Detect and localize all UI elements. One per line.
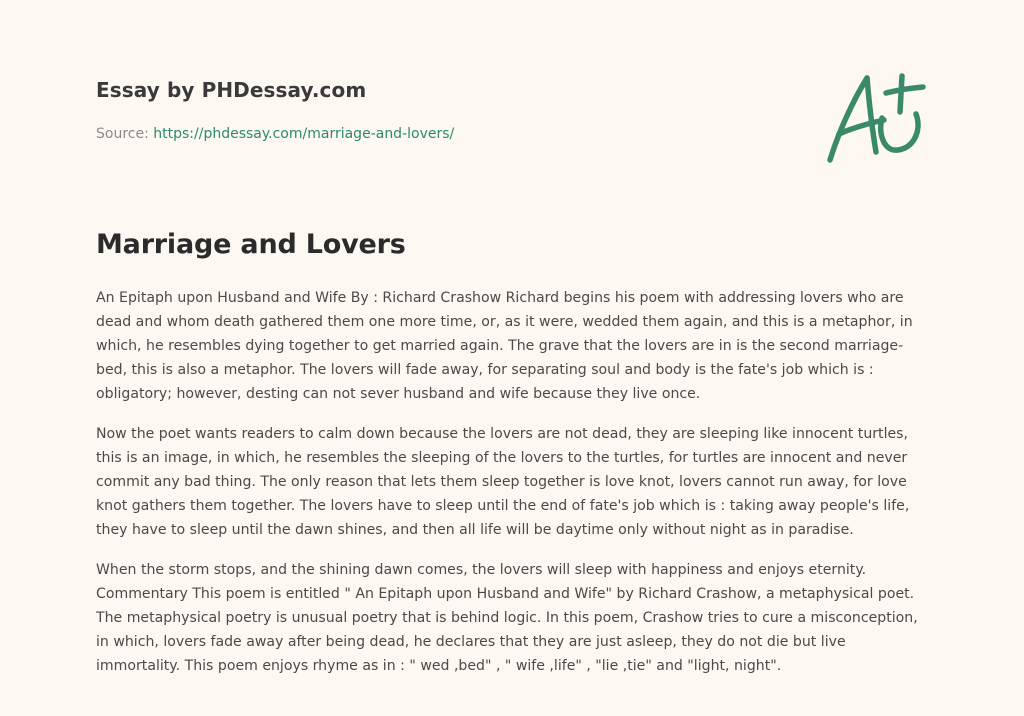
article-title: Marriage and Lovers — [96, 229, 406, 260]
source-link[interactable]: https://phdessay.com/marriage-and-lovers/ — [153, 126, 455, 142]
source-label: Source: — [96, 126, 154, 142]
page-header — [96, 76, 796, 144]
a-plus-logo-icon — [822, 68, 932, 168]
site-brand[interactable]: Essay by PHDessay.com — [96, 78, 367, 102]
source-line — [96, 124, 796, 144]
paragraph: When the storm stops, and the shining dawn comes, the lovers will sleep with happiness and enjoys eternity. Commentary This poem is entitled " An Epitaph upon Husband and Wife" by Richard Crashow, a metaphysical poet. The metaphysical poetry is unusual poetry that is behind logic. In this poem, Crashow tries to cure a misconception, in which, lovers fade away after being dead, he declares that they are just asleep, they do not die but live immortality. This poem enjoys rhyme as in : " wed ,bed" , " wife ,life" , "lie ,tie" and "light, night". — [96, 562, 918, 674]
article-body — [96, 286, 928, 694]
paragraph: Now the poet wants readers to calm down because the lovers are not dead, they are sleeping like innocent turtles, this is an image, in which, he resembles the sleeping of the lovers to the turtles, for turtles are innocent and never commit any bad thing. The only reason that lets them sleep together is love knot, lovers cannot run away, for love knot gathers them together. The lovers have to sleep until the end of fate's job which is : taking away people's life, they have to sleep until the dawn shines, and then all life will be daytime only without night as in paradise. — [96, 426, 910, 538]
paragraph: An Epitaph upon Husband and Wife By : Richard Crashow Richard begins his poem with addressing lovers who are dead and whom death gathered them one more time, or, as it were, wedded them again, and this is a metaphor, in which, he resembles dying together to get married again. The grave that the lovers are in is the second marriage-bed, this is also a metaphor. The lovers will fade away, for separating soul and body is the fate's job which is : obligatory; however, desting can not sever husband and wife because they live once. — [96, 290, 913, 402]
